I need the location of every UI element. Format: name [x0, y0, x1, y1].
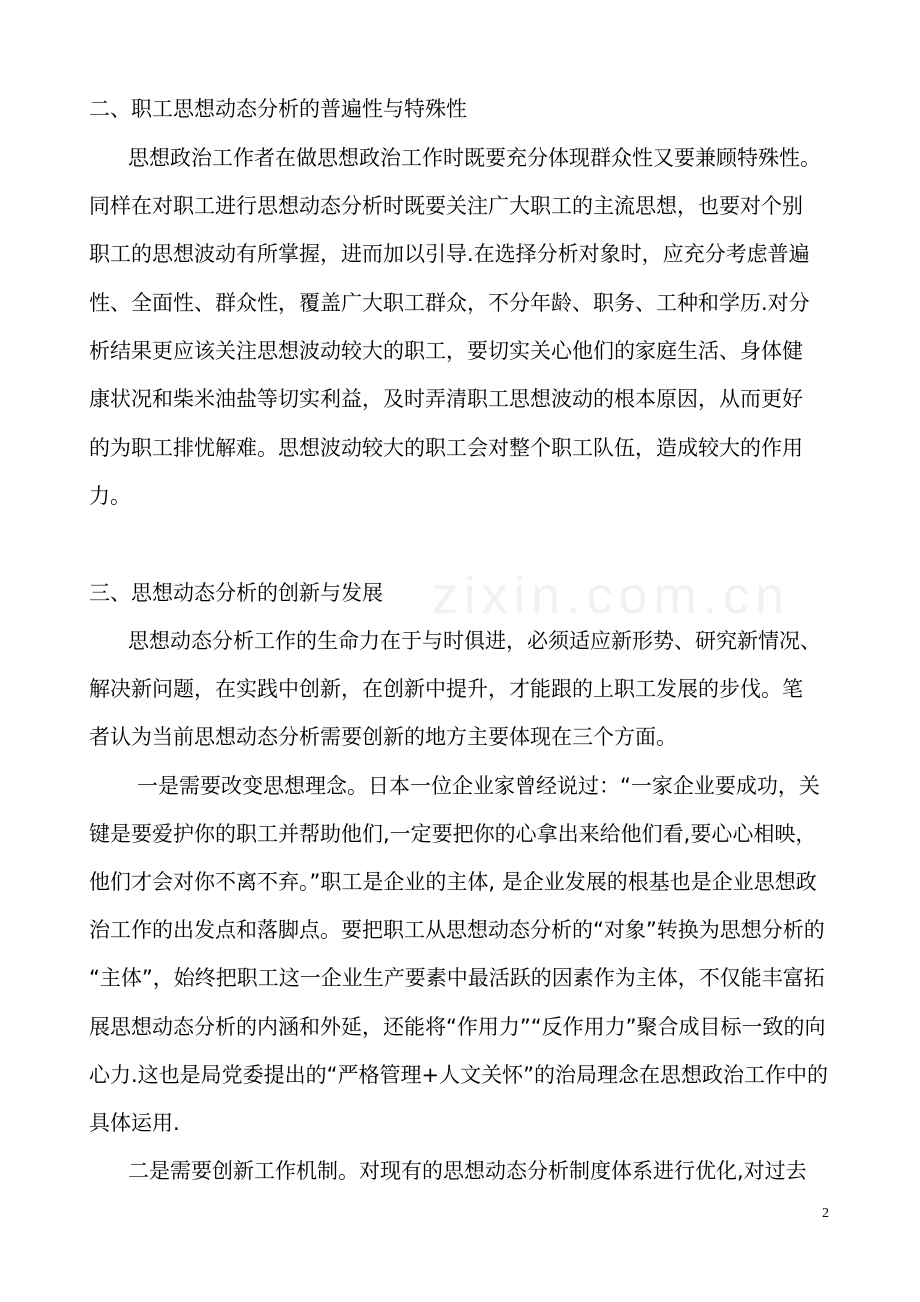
page-number: 2 — [822, 1206, 829, 1221]
point1-line: 展思想动态分析的内涵和外延，还能将“作用力”“反作用力”聚合成目标一致的向 — [89, 1015, 826, 1039]
section2-line: 性、全面性、群众性，覆盖广大职工群众，不分年龄、职务、工种和学历.对分 — [89, 291, 810, 315]
section2-line: 力。 — [89, 484, 131, 508]
point1-line: 治工作的出发点和落脚点。要把职工从思想动态分析的“对象”转换为思想分析的 — [89, 918, 825, 942]
point1-line: 一是需要改变思想理念。日本一位企业家曾经说过：“一家企业要成功，关 — [137, 774, 820, 798]
watermark-text: zixin.com.cn — [432, 567, 791, 625]
section2-line: 析结果更应该关注思想波动较大的职工，要切实关心他们的家庭生活、身体健 — [89, 339, 803, 363]
section2-line: 职工的思想波动有所掌握，进而加以引导.在选择分析对象时，应充分考虑普遍 — [89, 242, 810, 266]
point2-line: 二是需要创新工作机制。对现有的思想动态分析制度体系进行优化,对过去 — [128, 1159, 807, 1183]
point1-line: 心力.这也是局党委提出的“严格管理+人文关怀”的治局理念在思想政治工作中的 — [89, 1063, 829, 1087]
section3-intro-line: 思想动态分析工作的生命力在于与时俱进，必须适应新形势、研究新情况、 — [128, 629, 821, 653]
point1-line: “主体”，始终把职工这一企业生产要素中最活跃的因素作为主体，不仅能丰富拓 — [89, 966, 825, 990]
section2-line: 康状况和柴米油盐等切实利益，及时弄清职工思想波动的根本原因，从而更好 — [89, 387, 803, 411]
section3-heading: 三、思想动态分析的创新与发展 — [89, 581, 383, 605]
section2-heading: 二、职工思想动态分析的普遍性与特殊性 — [89, 97, 467, 121]
point1-line: 他们才会对你不离不弃。”职工是企业的主体, 是企业发展的根基也是企业思想政 — [89, 870, 817, 894]
section3-intro-line: 者认为当前思想动态分析需要创新的地方主要体现在三个方面。 — [89, 725, 677, 749]
section2-line: 同样在对职工进行思想动态分析时既要关注广大职工的主流思想，也要对个别 — [89, 194, 803, 218]
point1-line: 键是要爱护你的职工并帮助他们,一定要把你的心拿出来给他们看,要心心相映， — [89, 822, 817, 846]
section3-intro-line: 解决新问题，在实践中创新，在创新中提升，才能跟的上职工发展的步伐。笔 — [89, 677, 803, 701]
section2-line: 的为职工排忧解难。思想波动较大的职工会对整个职工队伍，造成较大的作用 — [89, 436, 803, 460]
point1-line: 具体运用. — [89, 1111, 180, 1135]
section2-line: 思想政治工作者在做思想政治工作时既要充分体现群众性又要兼顾特殊性。 — [128, 146, 821, 170]
